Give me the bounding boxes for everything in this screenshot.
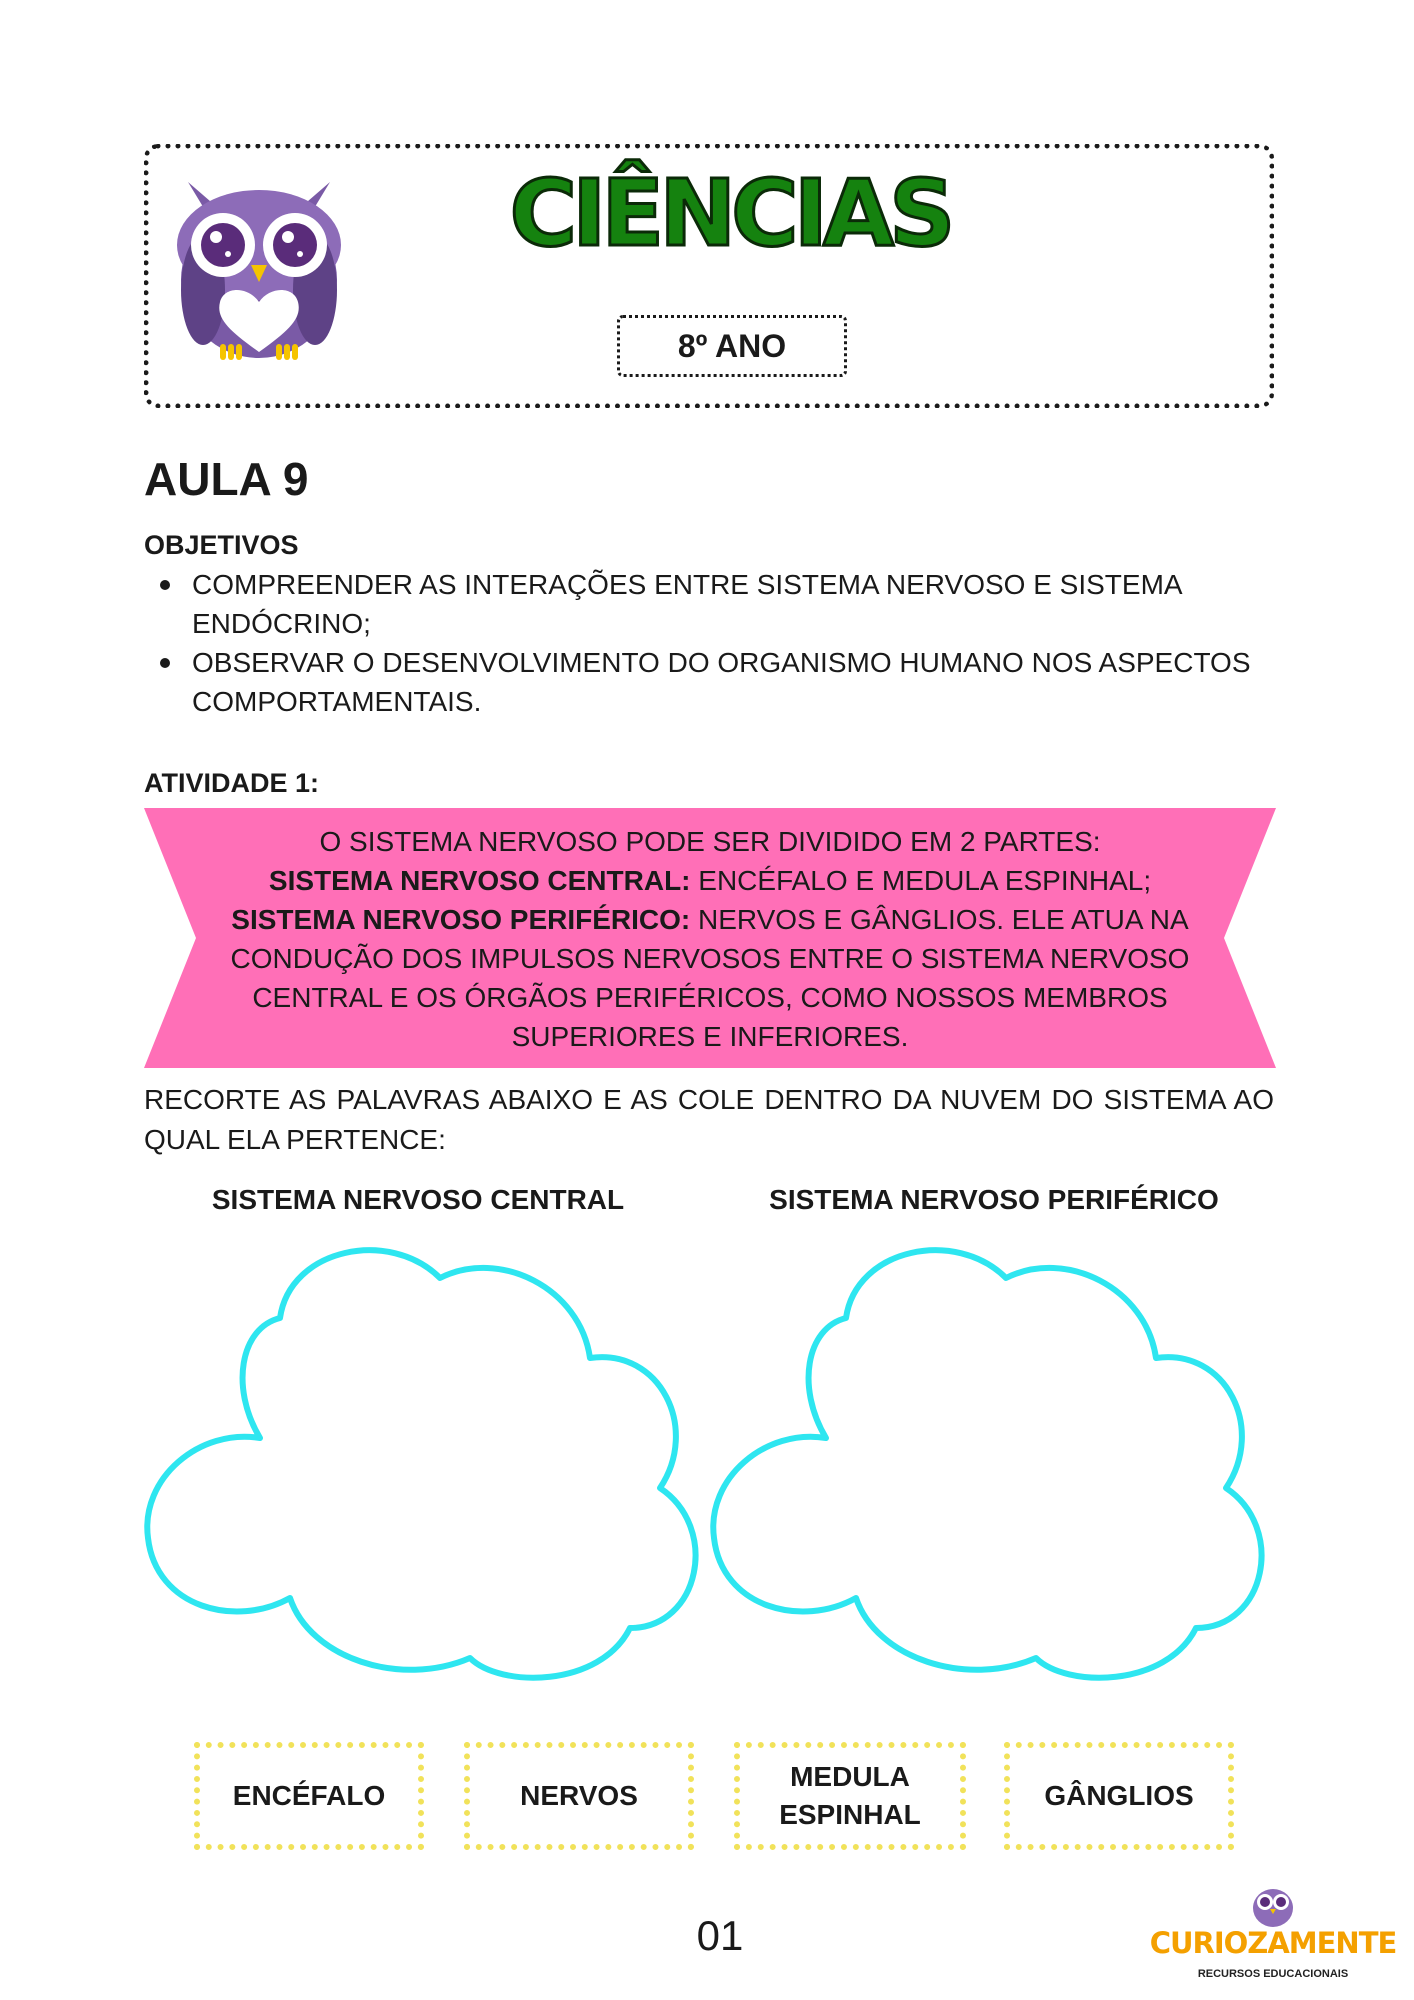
objective-item: OBSERVAR O DESENVOLVIMENTO DO ORGANISMO HUMANO NOS ASPECTOS COMPORTAMENTAIS. (192, 643, 1254, 721)
word-card-label: MEDULA ESPINHAL (779, 1761, 921, 1830)
peripheral-cloud-label: SISTEMA NERVOSO PERIFÉRICO (769, 1184, 1219, 1215)
central-cloud-label: SISTEMA NERVOSO CENTRAL (211, 1184, 625, 1215)
brand-logo (1148, 1880, 1398, 1990)
word-card-encefalo[interactable] (194, 1742, 424, 1850)
word-card-ganglios[interactable] (1004, 1742, 1234, 1850)
banner-central (220, 861, 1200, 900)
peripheral-label: SISTEMA NERVOSO PERIFÉRICO: (231, 904, 691, 935)
objective-item: COMPREENDER AS INTERAÇÕES ENTRE SISTEMA NERVOSO E SISTEMA ENDÓCRINO; (192, 565, 1254, 643)
subject-title: CIÊNCIAS (509, 160, 951, 267)
objectives-heading: OBJETIVOS (144, 530, 299, 560)
central-text: ENCÉFALO E MEDULA ESPINHAL; (690, 865, 1152, 896)
lesson-title: AULA 9 (144, 453, 309, 505)
brand-subtitle: RECURSOS EDUCACIONAIS (1197, 1968, 1349, 1980)
owl-logo-icon (1250, 1880, 1296, 1928)
word-card-label: GÂNGLIOS (1044, 1780, 1194, 1811)
central-label: SISTEMA NERVOSO CENTRAL: (268, 865, 691, 896)
banner-peripheral (220, 900, 1200, 1056)
instruction-text: RECORTE AS PALAVRAS ABAIXO E AS COLE DENTRO DA NUVEM DO SISTEMA AO QUAL ELA PERTENCE: (144, 1084, 1274, 1155)
activity-heading: ATIVIDADE 1: (144, 768, 320, 798)
grade-badge (617, 315, 847, 377)
banner-intro: O SISTEMA NERVOSO PODE SER DIVIDIDO EM 2 PARTES: (319, 826, 1101, 857)
objectives-list (144, 565, 1254, 721)
central-cloud-drop-zone[interactable] (140, 1228, 708, 1692)
peripheral-text: NERVOS E GÂNGLIOS. ELE ATUA NA CONDUÇÃO DOS IMPULSOS NERVOSOS ENTRE O SISTEMA NERVOSO CENTRAL E OS ÓRGÃOS PERIFÉRICOS, COMO NOSSOS MEMBROS SUPERIORES E INFERIORES. (230, 904, 1190, 1052)
banner-text (220, 822, 1200, 1056)
word-card-medula-espinhal[interactable] (734, 1742, 966, 1850)
page-number: 01 (696, 1912, 744, 1959)
word-card-label: NERVOS (520, 1780, 638, 1811)
word-card-label: ENCÉFALO (232, 1780, 386, 1811)
peripheral-cloud-drop-zone[interactable] (706, 1228, 1274, 1692)
brand-name: CURIOZAMENTE (1149, 1926, 1397, 1960)
grade-label: 8º ANO (677, 327, 787, 364)
owl-icon (168, 160, 350, 362)
word-card-nervos[interactable] (464, 1742, 694, 1850)
